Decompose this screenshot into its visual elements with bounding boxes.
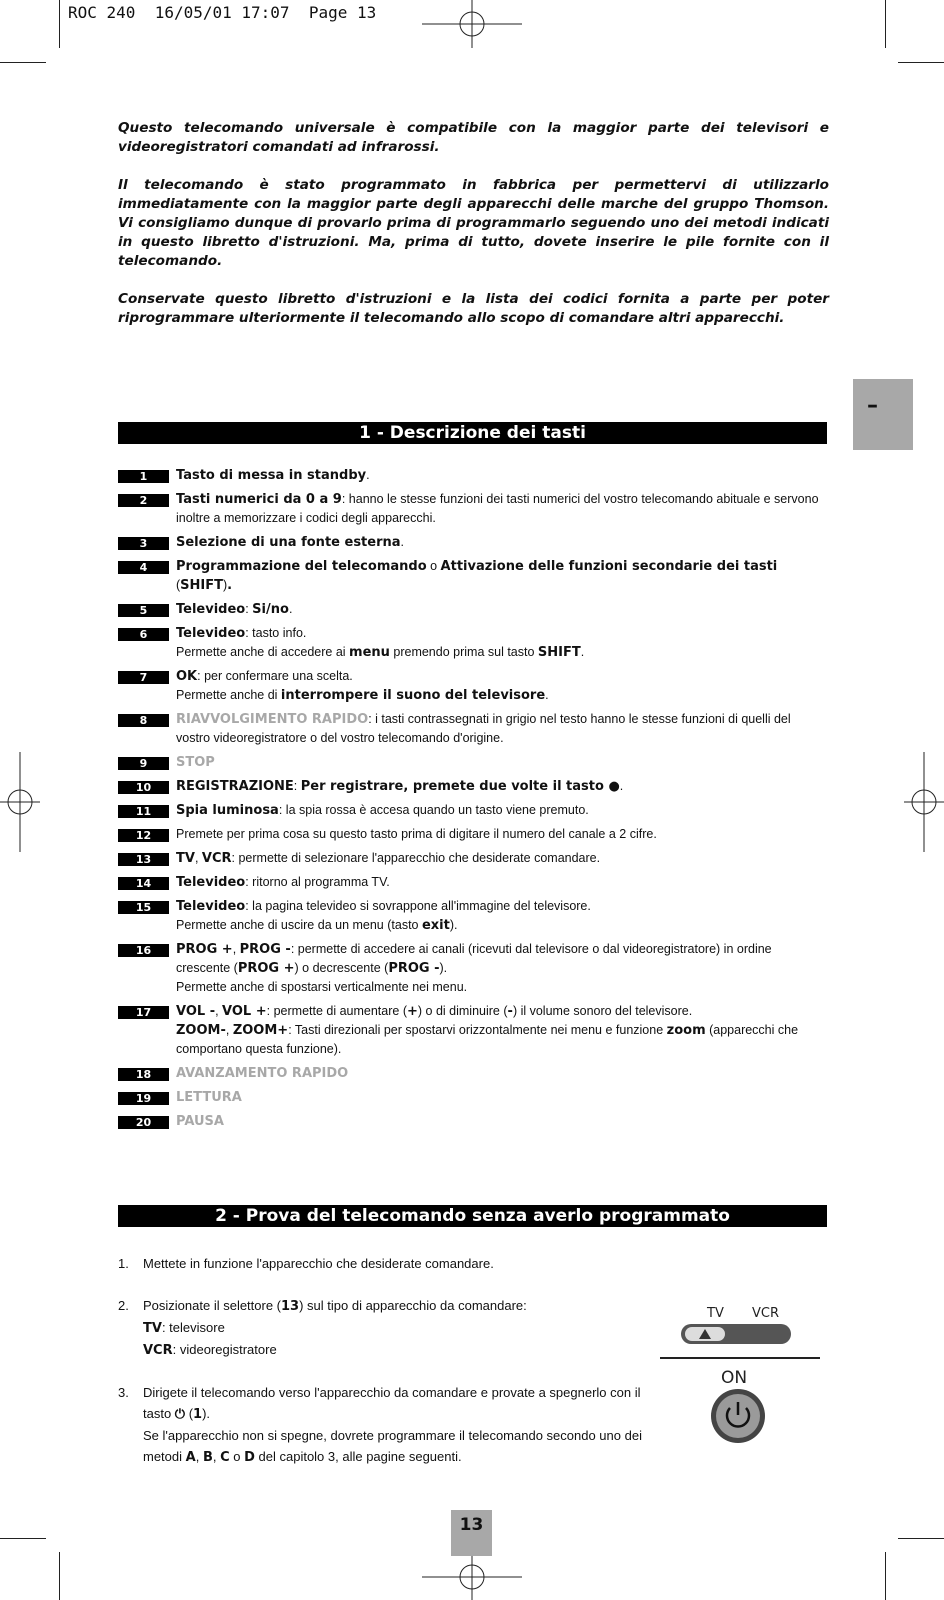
key-number-badge: 13 (118, 853, 169, 866)
section-1-title: 1 - Descrizione dei tasti (118, 422, 827, 444)
text-run: : per confermare una scelta. (197, 669, 353, 683)
text-run: ( (185, 1406, 194, 1421)
registration-mark-bottom (420, 1553, 524, 1600)
bold-term: REGISTRAZIONE (176, 779, 294, 794)
intro-text (118, 119, 829, 347)
text-run: ) (223, 578, 228, 592)
bold-term: PROG - (239, 942, 291, 957)
bold-term: TV (143, 1321, 162, 1336)
bold-term: Programmazione del telecomando (176, 559, 427, 574)
text-run: : i tasti contrassegnati in grigio nel testo hanno le stesse funzioni di quelli del vostro videoregistratore o del vostro telecomando d'origine. (176, 712, 791, 745)
bold-term: Selezione di una fonte esterna (176, 535, 401, 550)
text-run: Mettete in funzione l'apparecchio che desiderate comandare. (143, 1256, 494, 1271)
registration-mark-left (0, 750, 40, 854)
key-item (118, 600, 828, 619)
text-run: : videoregistratore (172, 1342, 277, 1357)
key-item (118, 801, 828, 820)
step-number: 2. (118, 1298, 129, 1313)
key-item (118, 1002, 828, 1059)
key-item (118, 1112, 828, 1131)
key-description (176, 667, 828, 705)
text-run: Permette anche di uscire da un menu (tasto (176, 918, 422, 932)
bold-term: Televideo (176, 875, 246, 890)
key-number-badge: 4 (118, 561, 169, 574)
text-run: . (400, 535, 405, 549)
bold-term: menu (349, 645, 390, 660)
bold-term: 13 (281, 1299, 300, 1314)
key-item (118, 557, 828, 595)
text-run: Se l'apparecchio non si spegne, dovrete programmare il telecomando secondo uno dei metodi (143, 1428, 642, 1464)
step-text (143, 1382, 658, 1468)
key-description (176, 1064, 828, 1083)
key-number-badge: 7 (118, 671, 169, 684)
crop-mark (59, 1552, 60, 1600)
key-description (176, 490, 828, 528)
grey-key-name: STOP (176, 755, 215, 770)
bold-term: TV (176, 851, 195, 866)
text-run: ) o di diminuire ( (417, 1004, 508, 1018)
remote-selector-illustration (655, 1300, 825, 1460)
key-item (118, 940, 828, 997)
key-description (176, 873, 828, 892)
tv-label: TV (707, 1306, 724, 1321)
key-number-badge: 10 (118, 781, 169, 794)
language-side-tab (853, 379, 913, 450)
key-number-badge: 18 (118, 1068, 169, 1081)
bold-term: B (202, 1450, 213, 1465)
text-run: . (545, 688, 549, 702)
key-description (176, 710, 828, 748)
key-number-badge: 1 (118, 470, 169, 483)
intro-paragraph: Questo telecomando universale è compatibile con la maggior parte dei televisori e videoregistratori comandati ad infrarossi. (118, 120, 829, 155)
bold-term: Tasto di messa in standby (176, 468, 367, 483)
key-item (118, 490, 828, 528)
bold-term: ZOOM+ (232, 1023, 289, 1038)
key-number-badge: 19 (118, 1092, 169, 1105)
grey-key-name: LETTURA (176, 1090, 242, 1105)
grey-key-name: PAUSA (176, 1114, 224, 1129)
text-run: Permette anche di (176, 688, 281, 702)
key-number-badge: 14 (118, 877, 169, 890)
vcr-label: VCR (752, 1306, 780, 1321)
text-run: ). (449, 918, 458, 932)
text-run: (apparecchi che comportano questa funzione). (176, 1023, 799, 1056)
crop-mark (0, 1538, 46, 1539)
text-run: , (194, 851, 202, 865)
grey-key-name: RIAVVOLGIMENTO RAPIDO (176, 712, 369, 727)
bold-term: . (227, 578, 233, 593)
key-description (176, 777, 828, 796)
text-run: . (580, 645, 585, 659)
key-number-badge: 16 (118, 944, 169, 957)
on-label: ON (721, 1368, 748, 1388)
text-run: Permette anche di spostarsi verticalmente nei menu. (176, 980, 468, 994)
text-run: Premete per prima cosa su questo tasto prima di digitare il numero del canale a 2 cifre. (176, 827, 657, 841)
bold-term: Attivazione delle funzioni secondarie dei tasti (440, 559, 778, 574)
text-run: Permette anche di accedere ai (176, 645, 350, 659)
key-description-list (118, 466, 828, 1136)
registration-mark-right (904, 750, 944, 854)
bold-term: Televideo (176, 602, 246, 617)
text-run: : tasto info. (245, 626, 307, 640)
bold-term: Spia luminosa (176, 803, 279, 818)
key-item (118, 849, 828, 868)
step-text (143, 1253, 658, 1274)
bold-term: ⏻ (174, 1407, 186, 1422)
section-2-title: 2 - Prova del telecomando senza averlo programmato (118, 1205, 827, 1227)
key-number-badge: 11 (118, 805, 169, 818)
text-run: . (288, 602, 293, 616)
key-item (118, 667, 828, 705)
bold-term: + (407, 1004, 418, 1019)
key-number-badge: 20 (118, 1116, 169, 1129)
bold-term: VOL + (222, 1004, 267, 1019)
key-description (176, 940, 828, 997)
key-number-badge: 15 (118, 901, 169, 914)
bold-term: C (220, 1450, 230, 1465)
text-run: Posizionate il selettore ( (143, 1298, 282, 1313)
key-item (118, 753, 828, 772)
text-run: : (293, 779, 301, 793)
key-description (176, 466, 828, 485)
key-item (118, 1088, 828, 1107)
side-tab-label: – (867, 393, 878, 418)
bold-term: OK (176, 669, 198, 684)
bold-term: Si/no (252, 602, 289, 617)
bold-term: Per registrare, premete due volte il tasto ● (300, 779, 620, 794)
page-number-box (451, 1510, 492, 1556)
key-item (118, 825, 828, 844)
step-item (118, 1253, 658, 1274)
text-run: , (215, 1004, 223, 1018)
bold-term: VOL - (176, 1004, 216, 1019)
text-run: ( (176, 578, 181, 592)
text-run: o (426, 559, 441, 573)
step-number: 3. (118, 1385, 129, 1400)
key-number-badge: 6 (118, 628, 169, 641)
text-run: , (195, 1449, 203, 1464)
bold-term: Televideo (176, 626, 246, 641)
crop-mark (898, 1538, 944, 1539)
key-description (176, 801, 828, 820)
text-run: , (212, 1449, 221, 1464)
text-run: . (366, 468, 370, 482)
text-run: : permette di aumentare ( (266, 1004, 407, 1018)
key-description (176, 600, 828, 619)
key-item (118, 624, 828, 662)
key-description (176, 897, 828, 935)
bold-term: interrompere il suono del televisore (280, 688, 546, 703)
key-description (176, 1112, 828, 1131)
key-item (118, 710, 828, 748)
key-item (118, 466, 828, 485)
key-item (118, 897, 828, 935)
test-steps-list (118, 1253, 658, 1489)
text-run: , (225, 1023, 233, 1037)
key-description (176, 753, 828, 772)
bold-term: PROG + (176, 942, 233, 957)
text-run: del capitolo 3, alle pagine seguenti. (254, 1449, 462, 1464)
key-number-badge: 17 (118, 1006, 169, 1019)
key-item (118, 533, 828, 552)
crop-mark (898, 62, 944, 63)
text-run: : televisore (161, 1320, 225, 1335)
text-run: ) il volume sonoro del televisore. (512, 1004, 693, 1018)
step-item (118, 1382, 658, 1468)
crop-mark (885, 1552, 886, 1600)
bold-term: Tasti numerici da 0 a 9 (176, 492, 342, 507)
step-text (143, 1295, 658, 1361)
grey-key-name: AVANZAMENTO RAPIDO (176, 1066, 349, 1081)
key-number-badge: 2 (118, 494, 169, 507)
bold-term: PROG - (388, 961, 440, 976)
key-number-badge: 8 (118, 714, 169, 727)
bold-term: VCR (201, 851, 232, 866)
key-item (118, 873, 828, 892)
key-description (176, 533, 828, 552)
crop-mark (0, 62, 46, 63)
intro-paragraph: Conservate questo libretto d'istruzioni e la lista dei codici fornita a parte per poter riprogrammare ulteriormente il telecomando allo scopo di comandare altri apparecchi. (118, 291, 829, 326)
text-run: : la pagina televideo si sovrappone all'immagine del televisore. (245, 899, 591, 913)
text-run: Dirigete il telecomando verso l'apparecchio da comandare e provate a spegnerlo con il tasto (143, 1385, 641, 1421)
key-description (176, 1088, 828, 1107)
key-description (176, 557, 828, 595)
text-run: ) o decrescente ( (294, 961, 389, 975)
key-item (118, 777, 828, 796)
text-run: : (245, 602, 253, 616)
intro-paragraph: Il telecomando è stato programmato in fabbrica per permettervi di utilizzarlo immediatamente con la maggior parte degli apparecchi delle marche del gruppo Thomson. Vi consigliamo dunque di provarlo prima di programmarlo seguendo uno dei metodi indicati in questo libretto d'istruzioni. Ma, prima di tutto, dovete inserire le pile fornite con il telecomando. (118, 177, 829, 269)
bold-term: D (244, 1450, 255, 1465)
text-run: : ritorno al programma TV. (245, 875, 390, 889)
key-description (176, 849, 828, 868)
text-run: : Tasti direzionali per spostarvi orizzontalmente nei menu e funzione (288, 1023, 667, 1037)
bold-term: exit (421, 918, 450, 933)
bold-term: - (507, 1004, 513, 1019)
key-number-badge: 9 (118, 757, 169, 770)
step-number: 1. (118, 1256, 129, 1271)
text-run: o (229, 1449, 245, 1464)
crop-mark (59, 0, 60, 48)
text-run: : permette di accedere ai canali (ricevuti dal televisore o dal videoregistratore) in ordine crescente ( (176, 942, 772, 975)
key-number-badge: 3 (118, 537, 169, 550)
key-description (176, 825, 828, 844)
key-description (176, 1002, 828, 1059)
text-run: : la spia rossa è accesa quando un tasto viene premuto. (278, 803, 589, 817)
text-run: : permette di selezionare l'apparecchio che desiderate comandare. (231, 851, 601, 865)
crop-mark (885, 0, 886, 48)
bold-term: VCR (143, 1343, 173, 1358)
key-description (176, 624, 828, 662)
bold-term: ZOOM- (176, 1023, 226, 1038)
text-run: , (232, 942, 240, 956)
step-item (118, 1295, 658, 1361)
text-run: ). (439, 961, 448, 975)
key-item (118, 1064, 828, 1083)
bold-term: PROG + (237, 961, 295, 976)
bold-term: SHIFT (180, 578, 223, 593)
key-number-badge: 12 (118, 829, 169, 842)
bold-term: SHIFT (537, 645, 581, 660)
page-number: 13 (459, 1515, 484, 1535)
bold-term: Televideo (176, 899, 246, 914)
text-run: : hanno le stesse funzioni dei tasti numerici del vostro telecomando abituale e servono inoltre a memorizzare i codici degli apparecchi. (176, 492, 819, 525)
key-number-badge: 5 (118, 604, 169, 617)
text-run: ) sul tipo di apparecchio da comandare: (299, 1298, 527, 1313)
text-run: . (619, 779, 624, 793)
text-run: premendo prima sul tasto (389, 645, 538, 659)
print-header: ROC 240 16/05/01 17:07 Page 13 (68, 3, 377, 22)
bold-term: zoom (666, 1023, 706, 1038)
bold-term: 1 (193, 1407, 203, 1422)
bold-term: A (185, 1450, 196, 1465)
registration-mark-top (420, 0, 524, 48)
text-run: ). (202, 1406, 211, 1421)
